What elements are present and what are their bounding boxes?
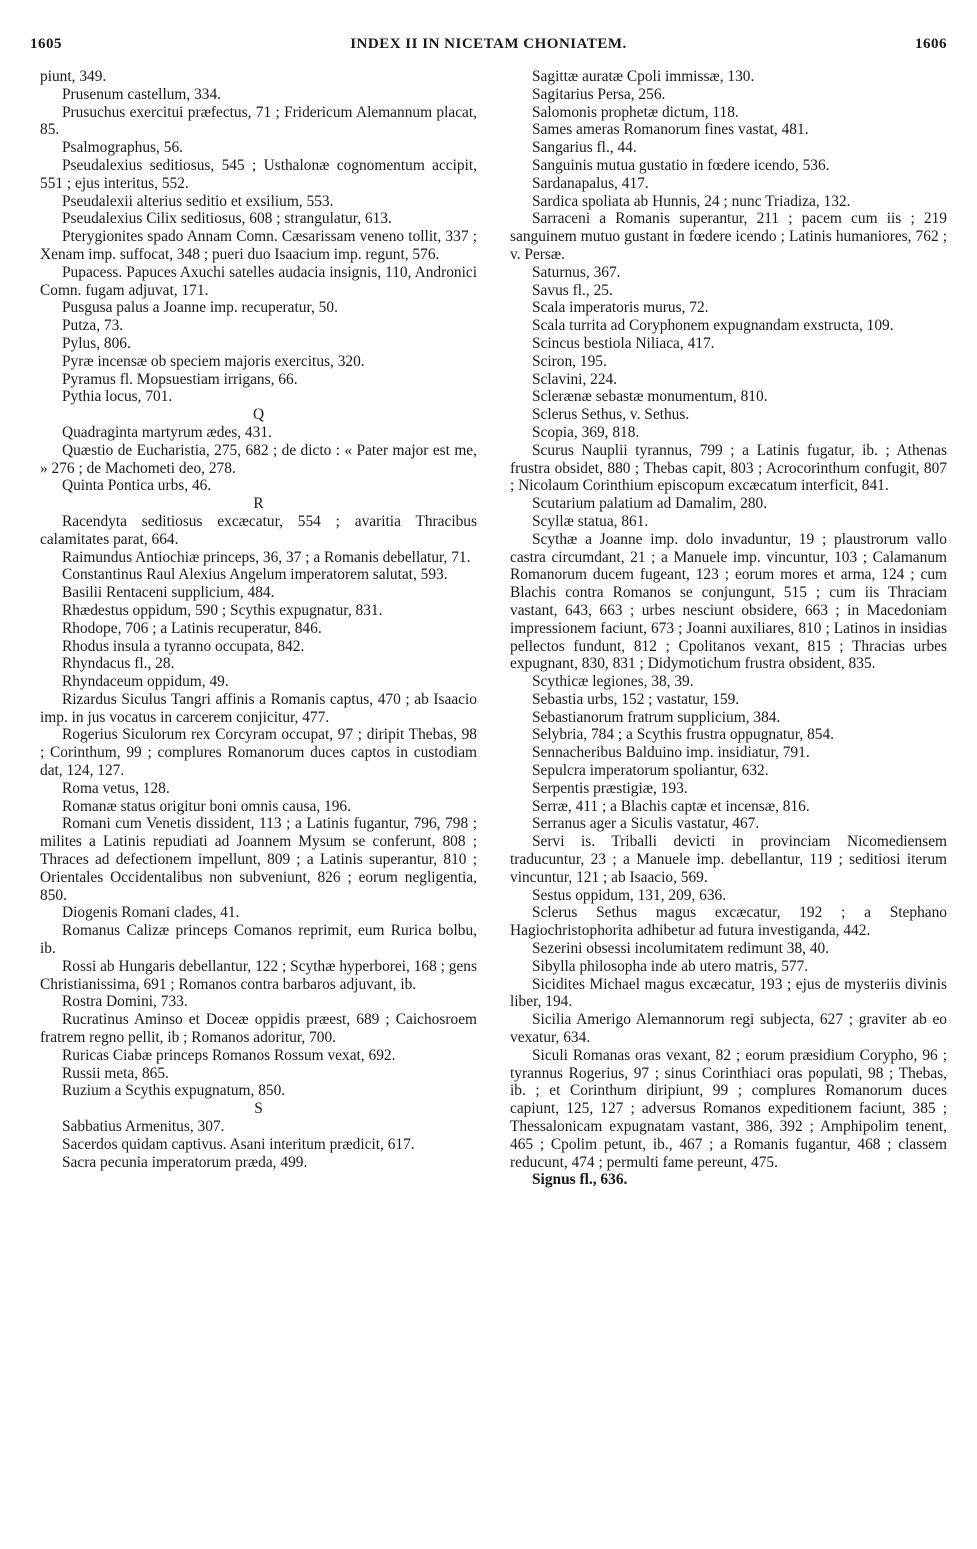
index-entry: piunt, 349. (40, 68, 107, 85)
index-entry: Sibylla philosopha inde ab utero matris, 577. (532, 957, 809, 975)
index-entry: Sabbatius Armenitus, 307. (62, 1118, 225, 1136)
index-entry: Scurus Nauplii tyrannus, 799 ; a Latinis fugatur, ib. ; Athenas frustra obsidet, 880 ; Thebas capit, 803 ; Acrocorinthum confugit, 807 ; Nicolaum Corinthium episcopum excæcatum interficit, 841. (510, 441, 947, 495)
page-number-right: 1606 (915, 36, 947, 52)
index-entry: Rostra Domini, 733. (62, 993, 188, 1011)
index-entry: Pyræ incensæ ob speciem majoris exercitus, 320. (62, 352, 365, 370)
index-entry: Sclerus Sethus, v. Sethus. (532, 406, 690, 424)
index-entry: Rhyndaceum oppidum, 49. (62, 673, 229, 691)
index-entry: Romani cum Venetis dissident, 113 ; a Latinis fugantur, 796, 798 ; milites a Latinis repudiati ad Joannem Mysum se conferunt, 808 ; Thraces ad defectionem impellunt, 809 ; a Latinis superantur, 810 ; Orientales Occidentalibus non subveniunt, 826 ; eorum negligentia, 850. (40, 815, 477, 904)
index-entry: Constantinus Raul Alexius Angelum imperatorem salutat, 593. (62, 566, 448, 584)
index-entry: Saturnus, 367. (532, 263, 621, 281)
index-entry: Raimundus Antiochiæ princeps, 36, 37 ; a Romanis debellatur, 71. (62, 548, 471, 566)
index-entry: Sacerdos quidam captivus. Asani interitum prædicit, 617. (62, 1135, 415, 1153)
index-entry: Scyllæ statua, 861. (532, 512, 649, 530)
section-letter: S (254, 1100, 263, 1118)
index-entry: Pupacess. Papuces Axuchi satelles audacia insignis, 110, Andronici Comn. fugam adjuvat, 171. (40, 263, 477, 299)
index-entry: Roma vetus, 128. (62, 779, 170, 797)
index-entry: Signus fl., 636. (532, 1171, 628, 1189)
index-entry: Pseudalexii alterius seditio et exsilium, 553. (62, 192, 334, 210)
index-entry: Sclavini, 224. (532, 370, 618, 388)
index-entry: Quinta Pontica urbs, 46. (62, 477, 212, 495)
index-entry: Romanæ status origitur boni omnis causa, 196. (62, 797, 351, 815)
index-entry: Scutarium palatium ad Damalim, 280. (532, 495, 768, 513)
index-entry: Scythæ a Joanne imp. dolo invaduntur, 19 ; plaustrorum vallo castra circumdant, 21 ; a Manuele imp. vincuntur, 103 ; Calamanum Romanorum ducem fugeant, 123 ; eorum mores et arma, 124 ; cum Blachis contra Romanos se conjungunt, 515 ; cum iis Thraciam vastant, 643, 663 ; urbes nesciunt obsidere, 663 ; in Macedoniam impressionem faciunt, 673 ; Joanni auxiliares, 810 ; Latinos in insidias pellectos fundunt, 812 ; Cpolitanos vexant, 815 ; Thracias urbes expugnant, 830, 831 ; Didymotichum frustra obsident, 835. (510, 530, 947, 673)
index-entry: Rizardus Siculus Tangri affinis a Romanis captus, 470 ; ab Isaacio imp. in jus vocatus in carcerem conjicitur, 477. (40, 690, 477, 726)
index-entry: Ruzium a Scythis expugnatum, 850. (62, 1082, 286, 1100)
index-entry: Pseudalexius Cilix seditiosus, 608 ; strangulatur, 613. (62, 210, 392, 228)
index-entry: Rhodus insula a tyranno occupata, 842. (62, 637, 305, 655)
index-entry: Sames ameras Romanorum fines vastat, 481. (532, 121, 809, 139)
index-entry: Quæstio de Eucharistia, 275, 682 ; de dicto : « Pater major est me, » 276 ; de Machometi deo, 278. (40, 441, 477, 477)
index-entry: Sardica spoliata ab Hunnis, 24 ; nunc Triadiza, 132. (532, 192, 851, 210)
index-entry: Scala turrita ad Coryphonem expugnandam exstructa, 109. (532, 317, 894, 335)
index-entry: Sarraceni a Romanis superantur, 211 ; pacem cum iis ; 219 sanguinem mutuo gustant in fœdere icendo ; Latinis humaniores, 762 ; v. Persæ. (510, 210, 947, 263)
index-entry: Sclerus Sethus magus excæcatur, 192 ; a Stephano Hagiochristophorita adhibetur ad futura investiganda, 442. (510, 904, 947, 940)
page-title: INDEX II IN NICETAM CHONIATEM. (350, 36, 627, 52)
index-entry: Rogerius Siculorum rex Corcyram occupat, 97 ; diripit Thebas, 98 ; Corinthum, 99 ; complures Romanorum duces captos in custodiam dat, 124, 127. (40, 726, 477, 780)
index-entry: Sacra pecunia imperatorum præda, 499. (62, 1153, 308, 1171)
index-entry: Russii meta, 865. (62, 1064, 169, 1082)
index-entry: Scala imperatoris murus, 72. (532, 299, 709, 317)
index-entry: Rhyndacus fl., 28. (62, 655, 175, 673)
index-entry: Sagittæ auratæ Cpoli immissæ, 130. (532, 68, 755, 85)
index-entry: Selybria, 784 ; a Scythis frustra oppugnatur, 854. (532, 726, 835, 744)
index-entry: Diogenis Romani clades, 41. (62, 904, 240, 922)
index-entry: Sestus oppidum, 131, 209, 636. (532, 886, 727, 904)
index-entry: Sebastia urbs, 152 ; vastatur, 159. (532, 690, 740, 708)
index-entry: Serræ, 411 ; a Blachis captæ et incensæ, 816. (532, 797, 810, 815)
index-entry: Scopia, 369, 818. (532, 423, 640, 441)
index-entry: Sardanapalus, 417. (532, 174, 649, 192)
index-entry: Scincus bestiola Niliaca, 417. (532, 334, 715, 352)
index-entry: Sebastianorum fratrum supplicium, 384. (532, 708, 781, 726)
index-entry: Pusgusa palus a Joanne imp. recuperatur, 50. (62, 299, 338, 317)
index-entry: Psalmographus, 56. (62, 139, 183, 157)
index-entry: Sicidites Michael magus excæcatur, 193 ; ejus de mysteriis divinis liber, 194. (510, 975, 947, 1011)
left-column (40, 68, 477, 1171)
index-entry: Sennacheribus Balduino imp. insidiatur, 791. (532, 744, 810, 762)
index-entry: Pythia locus, 701. (62, 388, 173, 406)
right-column (510, 68, 947, 1189)
index-entry: Servi is. Triballi devicti in provinciam Nicomediensem traducuntur, 23 ; a Manuele imp. debellantur, 119 ; seditiosi iterum vincuntur, 121 ; ab Isaacio, 569. (510, 833, 947, 886)
index-entry: Siculi Romanas oras vexant, 82 ; eorum præsidium Corypho, 96 ; tyrannus Rogerius, 97 ; sinus Corinthiaci oras populati, 98 ; Thebas, ib. ; et Corinthum diripiunt, 99 ; complures Romanorum duces capiunt, 125, 127 ; adversus Romanos expeditionem faciunt, 385 ; Thessalonicam expugnatam vastant, 386, 392 ; Amphipolim tenent, 465 ; Cpolim petunt, ib., 467 ; a Romanis fugantur, 468 ; classem reducunt, 474 ; permulti fame pereunt, 475. (510, 1046, 947, 1171)
index-entry: Savus fl., 25. (532, 281, 613, 299)
index-entry: Salomonis prophetæ dictum, 118. (532, 103, 739, 121)
index-entry: Rhodope, 706 ; a Latinis recuperatur, 846. (62, 619, 322, 637)
index-entry: Pseudalexius seditiosus, 545 ; Usthalonæ cognomentum accipit, 551 ; ejus interitus, 552. (40, 156, 477, 192)
index-entry: Pylus, 806. (62, 334, 131, 352)
index-entry: Romanus Calizæ princeps Comanos reprimit, eum Rurica bolbu, ib. (40, 922, 477, 958)
index-entry: Ruricas Ciabæ princeps Romanos Rossum vexat, 692. (62, 1046, 396, 1064)
section-letter: Q (252, 406, 265, 424)
index-entry: Sicilia Amerigo Alemannorum regi subjecta, 627 ; graviter ab eo vexatur, 634. (510, 1011, 947, 1047)
index-entry: Rossi ab Hungaris debellantur, 122 ; Scythæ hyperborei, 168 ; gens Christianissima, 691 ; Romanos contra barbaros adjuvant, ib. (40, 957, 477, 993)
index-entry: Pyramus fl. Mopsuestiam irrigans, 66. (62, 370, 298, 388)
index-entry: Sezerini obsessi incolumitatem redimunt 38, 40. (532, 940, 830, 958)
index-entry: Serranus ager a Siculis vastatur, 467. (532, 815, 760, 833)
index-entry: Rucratinus Aminso et Doceæ oppidis præest, 689 ; Caichosroem fratrem regno pellit, ib ; Romanos adoritur, 700. (40, 1011, 477, 1047)
index-entry: Sangarius fl., 44. (532, 139, 637, 157)
index-entry: Rhædestus oppidum, 590 ; Scythis expugnatur, 831. (62, 601, 383, 619)
index-entry: Sciron, 195. (532, 352, 607, 370)
page-header (30, 36, 947, 60)
index-entry: Sagitarius Persa, 256. (532, 85, 666, 103)
index-entry: Prusenum castellum, 334. (62, 85, 222, 103)
index-entry: Pterygionites spado Annam Comn. Cæsarissam veneno tollit, 337 ; Xenam imp. suffocat, 348 ; pueri duo Isaacium imp. regunt, 576. (40, 228, 477, 263)
index-entry: Sanguinis mutua gustatio in fœdere icendo, 536. (532, 156, 830, 174)
index-entry: Quadraginta martyrum ædes, 431. (62, 423, 272, 441)
index-entry: Racendyta seditiosus excæcatur, 554 ; avaritia Thracibus calamitates parat, 664. (40, 512, 477, 548)
index-entry: Prusuchus exercitui præfectus, 71 ; Fridericum Alemannum placat, 85. (40, 103, 477, 139)
index-entry: Sclerænæ sebastæ monumentum, 810. (532, 388, 768, 406)
page-number-left: 1605 (30, 36, 62, 52)
index-entry: Putza, 73. (62, 317, 124, 335)
section-letter: R (253, 495, 264, 513)
index-entry: Serpentis præstigiæ, 193. (532, 779, 688, 797)
index-entry: Sepulcra imperatorum spoliantur, 632. (532, 762, 769, 780)
index-entry: Scythicæ legiones, 38, 39. (532, 673, 694, 691)
index-entry: Basilii Rentaceni supplicium, 484. (62, 584, 275, 602)
